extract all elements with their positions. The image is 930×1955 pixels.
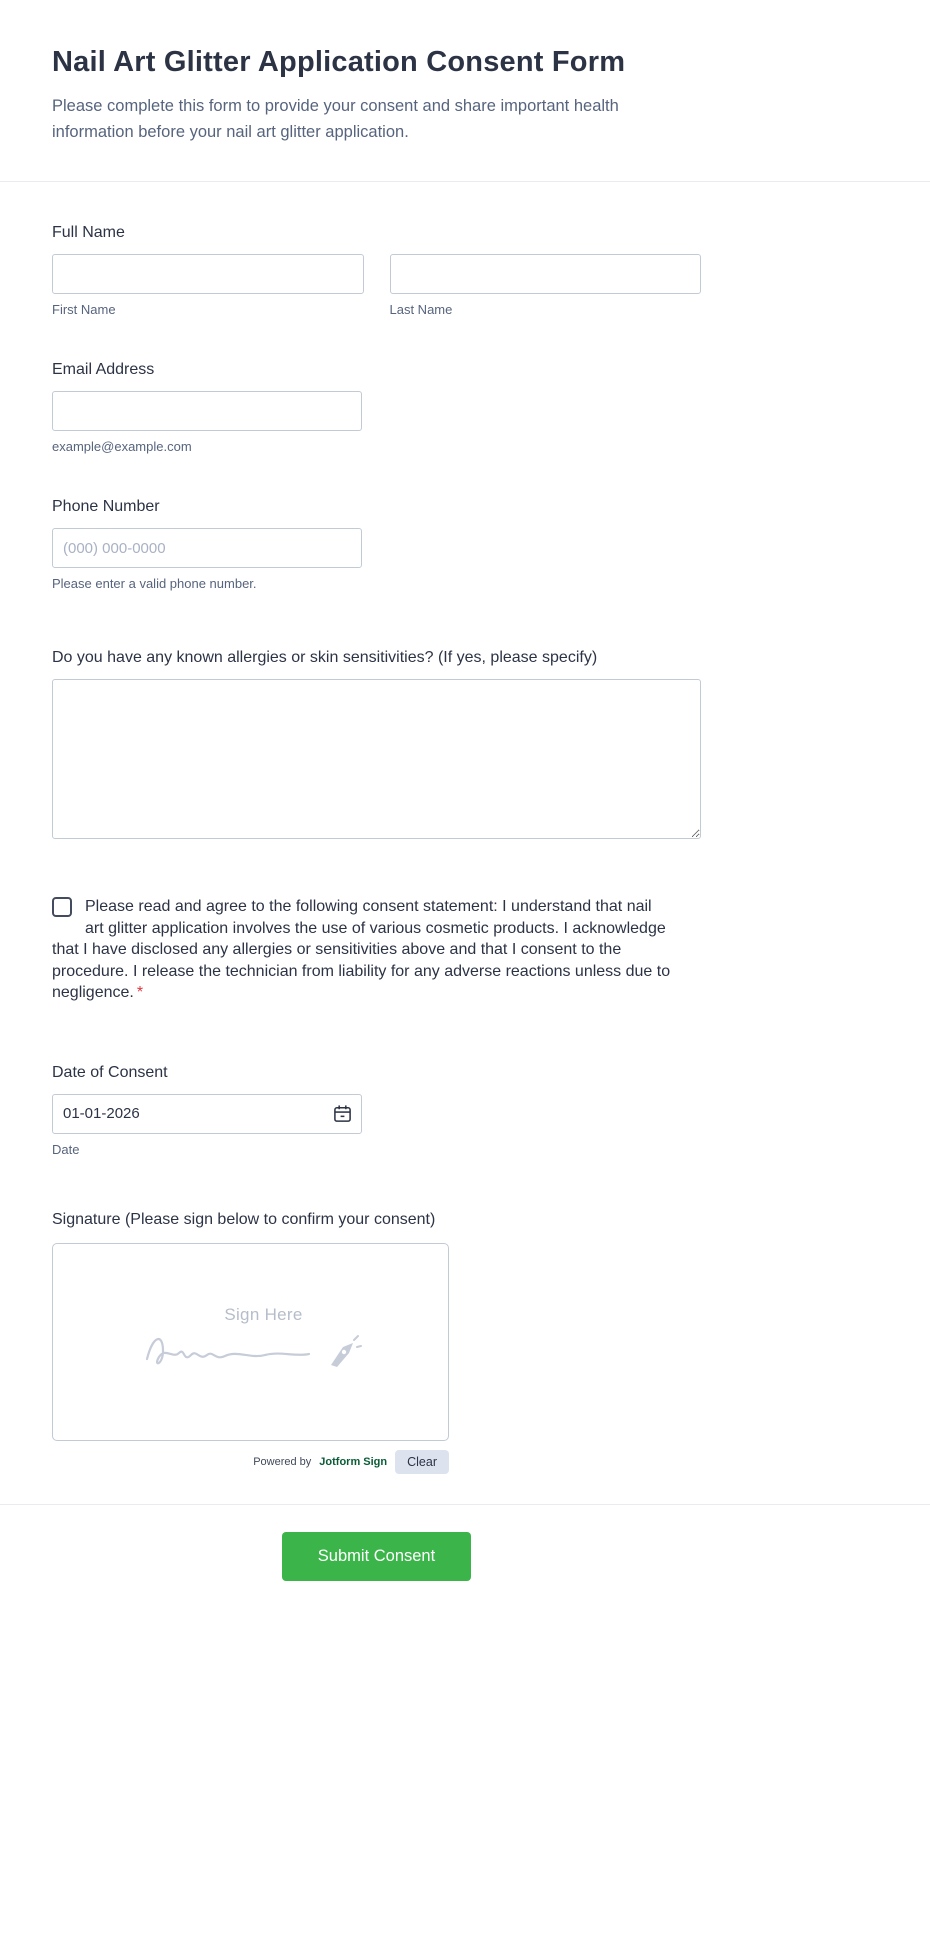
date-sublabel: Date [52, 1141, 80, 1157]
email-label: Email Address [52, 361, 155, 378]
clear-signature-button[interactable]: Clear [395, 1450, 449, 1474]
field-phone [52, 498, 878, 591]
signature-art [139, 1321, 363, 1373]
signature-squiggle [139, 1321, 329, 1373]
consent-checkbox[interactable] [52, 897, 72, 917]
phone-label: Phone Number [52, 498, 160, 515]
required-asterisk: * [136, 984, 144, 1001]
phone-input[interactable] [52, 528, 362, 568]
signature-footer [52, 1450, 449, 1474]
last-name-col [390, 254, 702, 317]
last-name-input[interactable] [390, 254, 702, 294]
sign-here-text: Sign Here [224, 1304, 303, 1324]
field-consent [52, 896, 672, 1004]
submit-wrap [52, 1532, 701, 1581]
email-sublabel: example@example.com [52, 439, 192, 454]
first-name-input[interactable] [52, 254, 364, 294]
last-name-sublabel: Last Name [389, 302, 453, 317]
signature-placeholder [139, 1305, 363, 1373]
date-input-wrap [52, 1094, 362, 1134]
submit-section [0, 1505, 930, 1621]
signature-pad[interactable] [52, 1243, 449, 1441]
date-label: Date of Consent [52, 1063, 168, 1081]
page-title: Nail Art Glitter Application Consent Form [52, 46, 626, 78]
allergies-label: Do you have any known allergies or skin sensitivities? (If yes, please specify) [52, 649, 598, 666]
form-header [0, 0, 930, 181]
consent-statement: Please read and agree to the following consent statement: I understand that nail art glitter application involves the use of various cosmetic products. I acknowledge that I have disclosed any allergies or sensitivities above and that I consent to the procedure. I release the technician from liability for any adverse reactions unless due to negligence. [52, 898, 671, 1001]
field-full-name [52, 224, 878, 317]
first-name-col [52, 254, 364, 317]
first-name-sublabel: First Name [52, 302, 116, 317]
signature-label: Signature (Please sign below to confirm your consent) [52, 1210, 436, 1228]
calendar-icon[interactable] [333, 1104, 352, 1123]
phone-sublabel: Please enter a valid phone number. [52, 576, 257, 591]
field-allergies [52, 649, 878, 844]
date-input[interactable] [52, 1094, 362, 1134]
name-row [52, 254, 701, 317]
field-email [52, 361, 878, 454]
field-signature [52, 1211, 878, 1474]
email-input[interactable] [52, 391, 362, 431]
pen-icon [323, 1333, 363, 1373]
full-name-label: Full Name [52, 224, 125, 241]
submit-button[interactable]: Submit Consent [282, 1532, 471, 1581]
jotform-sign-brand[interactable]: Jotform Sign [319, 1455, 388, 1468]
page-subtitle: Please complete this form to provide your consent and share important health information before your nail art glitter application. [52, 97, 619, 141]
allergies-textarea[interactable] [52, 679, 701, 839]
powered-by-text: Powered by [253, 1455, 312, 1468]
form-body [0, 182, 930, 1504]
field-date [52, 1064, 878, 1157]
